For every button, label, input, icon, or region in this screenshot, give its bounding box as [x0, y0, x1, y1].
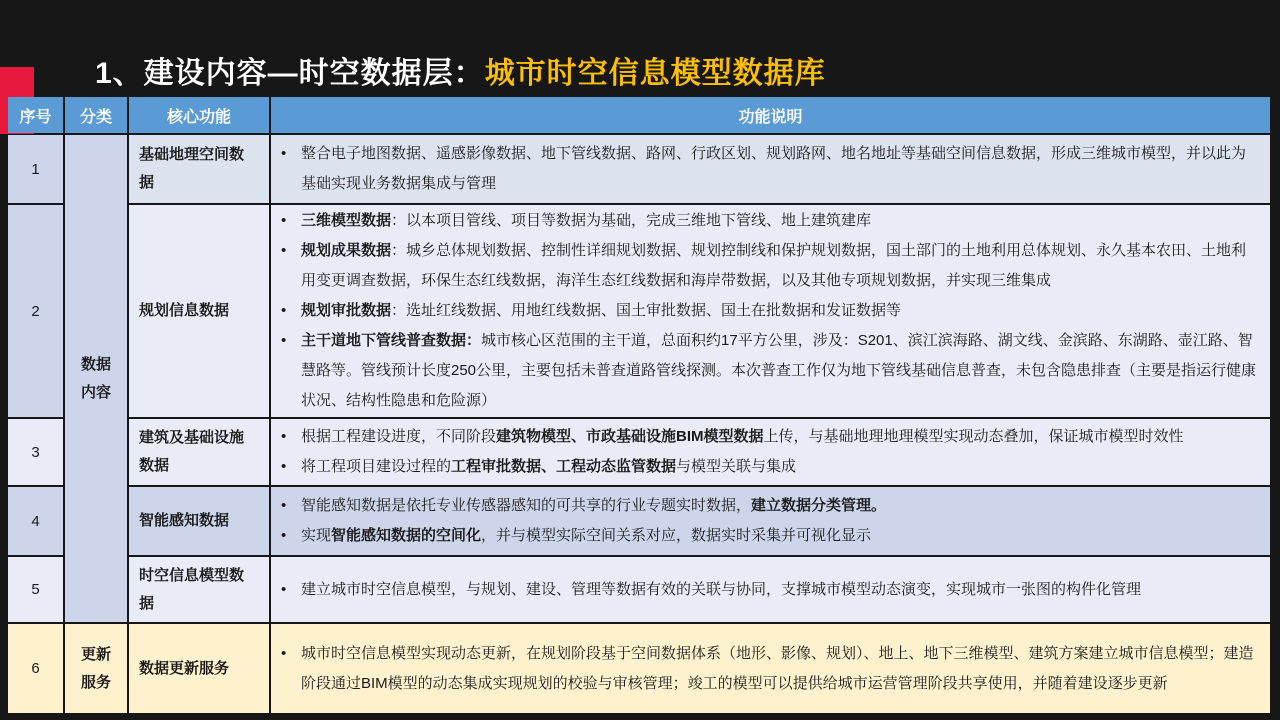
row-description-4 — [271, 487, 1270, 555]
row-num-6: 6 — [8, 624, 63, 713]
row-description-5 — [271, 557, 1270, 622]
bullet-item: • 建立城市时空信息模型，与规划、建设、管理等数据有效的关联与协同，支撑城市模型动态演变，实现城市一张图的构件化管理 — [271, 575, 1260, 605]
row-num-5: 5 — [8, 557, 63, 622]
header-cell-1: 序号 — [8, 97, 63, 133]
bullet-dot-icon: • — [281, 145, 287, 162]
page-title — [95, 48, 826, 92]
bullet-item: • 根据工程建设进度，不同阶段建筑物模型、市政基础设施BIM模型数据上传，与基础地理地理模型实现动态叠加，保证城市模型时效性 — [271, 422, 1260, 452]
bullet-dot-icon: • — [281, 332, 287, 349]
page-title-highlight: 城市时空信息模型数据库 — [484, 57, 826, 90]
row-num-3: 3 — [8, 419, 63, 485]
row-description-1 — [271, 135, 1270, 203]
row-function-1: 基础地理空间数据 — [129, 135, 269, 203]
bullet-item: • 实现智能感知数据的空间化，并与模型实际空间关系对应，数据实时采集并可视化显示 — [271, 521, 1260, 551]
bullet-dot-icon: • — [281, 644, 287, 662]
bullet-dot-icon: • — [281, 497, 287, 514]
row-function-3: 建筑及基础设施数据 — [129, 419, 269, 485]
row-num-4: 4 — [8, 487, 63, 555]
bullet-dot-icon: • — [281, 302, 287, 319]
bullet-item: • 智能感知数据是依托专业传感器感知的可共享的行业专题实时数据，建立数据分类管理。 — [271, 491, 1260, 521]
content-table — [8, 97, 1270, 713]
bullet-item: • 城市时空信息模型实现动态更新，在规划阶段基于空间数据体系（地形、影像、规划）、地上、地下三维模型、建筑方案建立城市信息模型；建造阶段通过BIM模型的动态集成实现规划的校验与审核管理；竣工的模型可以提供给城市运营管理阶段共享使用，并随着建设逐步更新 — [271, 639, 1260, 699]
content-table-wrapper — [8, 97, 1270, 713]
category-cell-2: 更新服务 — [65, 624, 127, 713]
row-description-6 — [271, 624, 1270, 713]
bullet-dot-icon: • — [281, 527, 287, 544]
bullet-dot-icon: • — [281, 580, 287, 598]
bullet-item: • 规划成果数据：城乡总体规划数据、控制性详细规划数据、规划控制线和保护规划数据，国土部门的土地利用总体规划、永久基本农田、土地利用变更调查数据，环保生态红线数据，海洋生态红线数据和海岸带数据，以及其他专项规划数据，并实现三维集成 — [271, 236, 1260, 296]
bullet-item: • 三维模型数据：以本项目管线、项目等数据为基础，完成三维地下管线、地上建筑建库 — [271, 206, 1260, 236]
row-num-2: 2 — [8, 205, 63, 417]
bullet-dot-icon: • — [281, 458, 287, 475]
header-cell-2: 分类 — [65, 97, 127, 133]
row-function-5: 时空信息模型数据 — [129, 557, 269, 622]
header-cell-3: 核心功能 — [129, 97, 269, 133]
bullet-dot-icon: • — [281, 428, 287, 445]
row-function-2: 规划信息数据 — [129, 205, 269, 417]
header-cell-4: 功能说明 — [271, 97, 1270, 133]
bullet-item: • 规划审批数据：选址红线数据、用地红线数据、国土审批数据、国土在批数据和发证数据等 — [271, 296, 1260, 326]
bullet-item: • 主干道地下管线普查数据：城市核心区范围的主干道，总面积约17平方公里，涉及：S201、滨江滨海路、湖文线、金滨路、东湖路、壶江路、智慧路等。管线预计长度250公里，主要包括未普查道路管线探测。本次普查工作仅为地下管线基础信息普查，未包含隐患排查（主要是指运行健康状况、结构性隐患和危险源） — [271, 326, 1260, 416]
row-num-1: 1 — [8, 135, 63, 203]
bullet-item: • 将工程项目建设过程的工程审批数据、工程动态监管数据与模型关联与集成 — [271, 452, 1260, 482]
row-description-2 — [271, 205, 1270, 417]
bullet-dot-icon: • — [281, 212, 287, 229]
row-description-3 — [271, 419, 1270, 485]
category-cell-1: 数据内容 — [65, 135, 127, 622]
bullet-dot-icon: • — [281, 242, 287, 259]
page-title-prefix: 1、建设内容—时空数据层： — [95, 57, 485, 90]
row-function-6: 数据更新服务 — [129, 624, 269, 713]
bullet-item: • 整合电子地图数据、遥感影像数据、地下管线数据、路网、行政区划、规划路网、地名地址等基础空间信息数据，形成三维城市模型，并以此为基础实现业务数据集成与管理 — [271, 139, 1260, 199]
row-function-4: 智能感知数据 — [129, 487, 269, 555]
